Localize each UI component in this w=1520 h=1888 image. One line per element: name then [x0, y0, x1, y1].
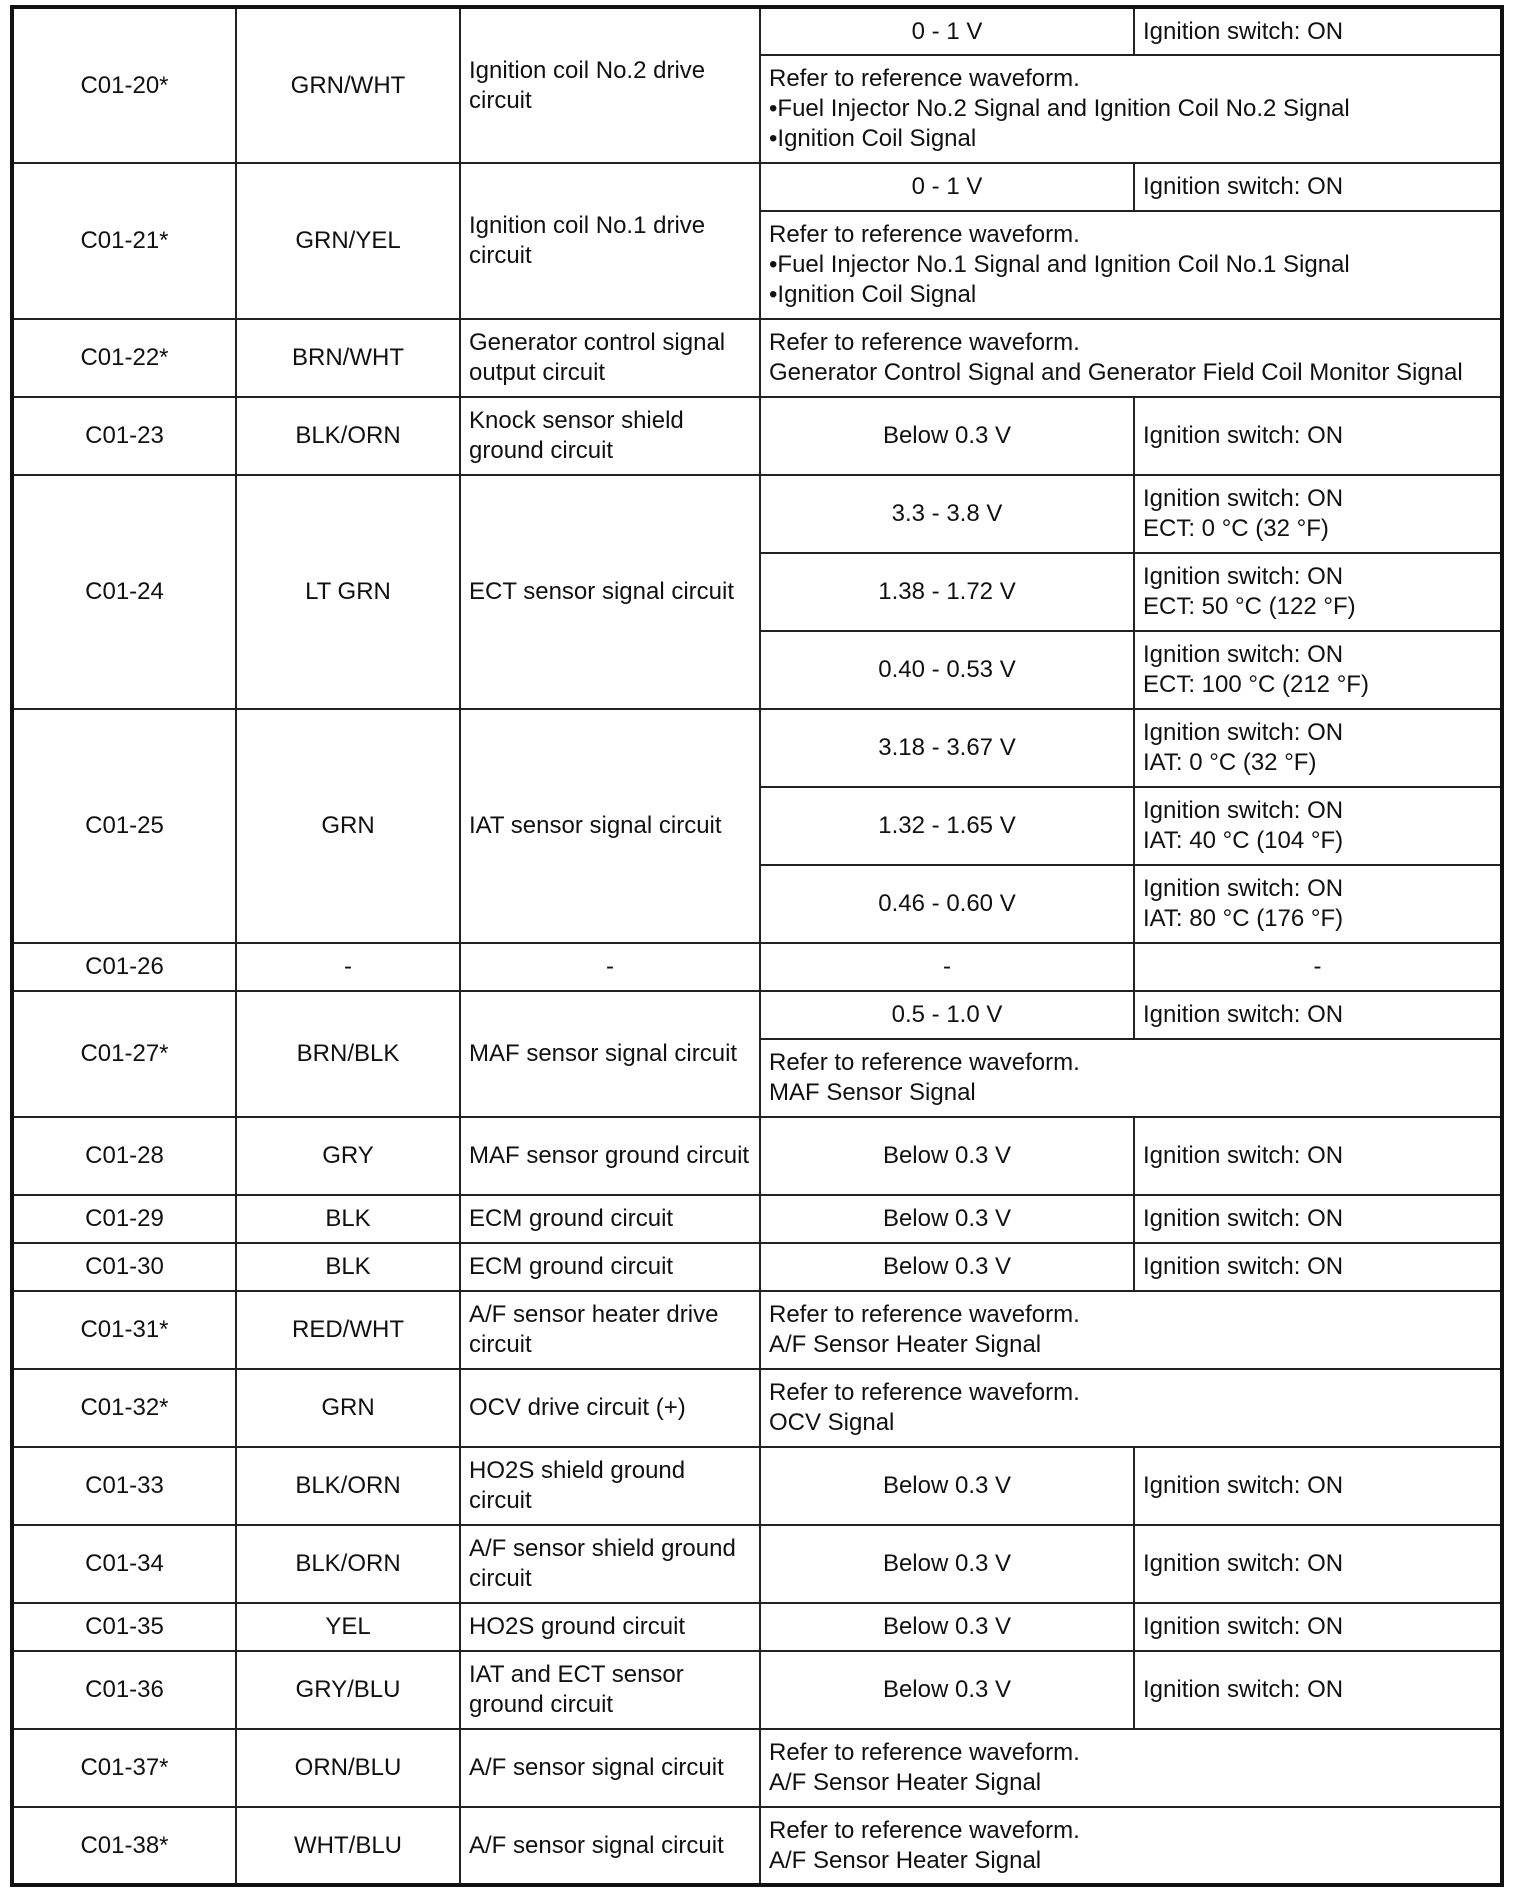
table-row — [12, 943, 1502, 991]
terminal-cell: C01-26 — [12, 943, 236, 991]
condition-cell — [1134, 631, 1502, 709]
wire-color-cell: GRN — [236, 1369, 460, 1447]
circuit-cell: Generator control signal output circuit — [460, 319, 760, 397]
condition-line: Ignition switch: ON — [1143, 485, 1344, 512]
note-line: •Fuel Injector No.2 Signal and Ignition Coil No.2 Signal — [769, 95, 1350, 122]
condition-cell — [1134, 553, 1502, 631]
wire-color-cell: LT GRN — [236, 475, 460, 709]
table-row — [12, 1291, 1502, 1369]
note-line: A/F Sensor Heater Signal — [769, 1331, 1042, 1358]
terminal-cell: C01-33 — [12, 1447, 236, 1525]
terminal-cell: C01-28 — [12, 1117, 236, 1195]
condition-cell — [1134, 787, 1502, 865]
circuit-cell: A/F sensor shield ground circuit — [460, 1525, 760, 1603]
condition-line: Ignition switch: ON — [1143, 641, 1344, 668]
spec-cell: 0.46 - 0.60 V — [760, 865, 1134, 943]
wire-color-cell: GRN/WHT — [236, 7, 460, 163]
condition-cell: Ignition switch: ON — [1134, 397, 1502, 475]
circuit-cell: HO2S ground circuit — [460, 1603, 760, 1651]
terminal-cell: C01-30 — [12, 1243, 236, 1291]
terminal-cell: C01-35 — [12, 1603, 236, 1651]
terminal-cell: C01-31* — [12, 1291, 236, 1369]
table-row — [12, 1807, 1502, 1885]
table-row — [12, 709, 1502, 787]
terminal-cell: C01-36 — [12, 1651, 236, 1729]
terminal-cell: C01-20* — [12, 7, 236, 163]
condition-line: Ignition switch: ON — [1143, 719, 1344, 746]
waveform-note-cell — [760, 1291, 1502, 1369]
circuit-cell: Knock sensor shield ground circuit — [460, 397, 760, 475]
table-row — [12, 1603, 1502, 1651]
condition-cell: Ignition switch: ON — [1134, 1117, 1502, 1195]
condition-line: Ignition switch: ON — [1143, 563, 1344, 590]
terminal-cell: C01-38* — [12, 1807, 236, 1885]
spec-cell: 3.18 - 3.67 V — [760, 709, 1134, 787]
table-row — [12, 1651, 1502, 1729]
circuit-cell: IAT sensor signal circuit — [460, 709, 760, 943]
spec-cell: 1.32 - 1.65 V — [760, 787, 1134, 865]
condition-cell: Ignition switch: ON — [1134, 163, 1502, 211]
condition-cell — [1134, 475, 1502, 553]
spec-cell: Below 0.3 V — [760, 1447, 1134, 1525]
condition-line: Ignition switch: ON — [1143, 875, 1344, 902]
note-line: •Ignition Coil Signal — [769, 281, 977, 308]
table-row — [12, 1369, 1502, 1447]
note-line: Refer to reference waveform. — [769, 1301, 1080, 1328]
circuit-cell: ECM ground circuit — [460, 1243, 760, 1291]
note-line: •Ignition Coil Signal — [769, 125, 977, 152]
terminal-cell: C01-29 — [12, 1195, 236, 1243]
circuit-cell: MAF sensor signal circuit — [460, 991, 760, 1117]
condition-cell — [1134, 709, 1502, 787]
spec-cell: 3.3 - 3.8 V — [760, 475, 1134, 553]
wire-color-cell: BLK/ORN — [236, 1525, 460, 1603]
condition-cell — [1134, 865, 1502, 943]
table-row — [12, 163, 1502, 211]
note-line: OCV Signal — [769, 1409, 895, 1436]
terminal-cell: C01-23 — [12, 397, 236, 475]
terminal-cell: C01-22* — [12, 319, 236, 397]
circuit-cell: ECT sensor signal circuit — [460, 475, 760, 709]
circuit-cell: A/F sensor signal circuit — [460, 1807, 760, 1885]
condition-cell: Ignition switch: ON — [1134, 1447, 1502, 1525]
circuit-cell: ECM ground circuit — [460, 1195, 760, 1243]
terminal-cell: C01-24 — [12, 475, 236, 709]
spec-cell: 0.40 - 0.53 V — [760, 631, 1134, 709]
wire-color-cell: GRY/BLU — [236, 1651, 460, 1729]
condition-cell: Ignition switch: ON — [1134, 7, 1502, 55]
spec-cell: Below 0.3 V — [760, 1117, 1134, 1195]
spec-cell: Below 0.3 V — [760, 1525, 1134, 1603]
terminal-cell: C01-37* — [12, 1729, 236, 1807]
note-line: Refer to reference waveform. — [769, 221, 1080, 248]
condition-line: ECT: 50 °C (122 °F) — [1143, 593, 1356, 620]
waveform-note-cell — [760, 55, 1502, 163]
wire-color-cell: BLK/ORN — [236, 1447, 460, 1525]
table-row — [12, 1525, 1502, 1603]
ecm-terminal-table — [10, 5, 1504, 1887]
wire-color-cell: GRY — [236, 1117, 460, 1195]
spec-cell: Below 0.3 V — [760, 1243, 1134, 1291]
wire-color-cell: GRN/YEL — [236, 163, 460, 319]
condition-line: IAT: 80 °C (176 °F) — [1143, 905, 1344, 932]
condition-line: IAT: 40 °C (104 °F) — [1143, 827, 1344, 854]
circuit-cell: Ignition coil No.1 drive circuit — [460, 163, 760, 319]
table-row — [12, 7, 1502, 55]
note-line: Refer to reference waveform. — [769, 1816, 1080, 1844]
circuit-cell: Ignition coil No.2 drive circuit — [460, 7, 760, 163]
condition-cell: Ignition switch: ON — [1134, 1651, 1502, 1729]
note-line: Refer to reference waveform. — [769, 1739, 1080, 1766]
wire-color-cell: BLK/ORN — [236, 397, 460, 475]
circuit-cell: IAT and ECT sensor ground circuit — [460, 1651, 760, 1729]
condition-cell: Ignition switch: ON — [1134, 991, 1502, 1039]
terminal-cell: C01-27* — [12, 991, 236, 1117]
circuit-cell: A/F sensor signal circuit — [460, 1729, 760, 1807]
circuit-cell: - — [460, 943, 760, 991]
waveform-note-cell — [760, 1369, 1502, 1447]
circuit-cell: HO2S shield ground circuit — [460, 1447, 760, 1525]
condition-line: ECT: 100 °C (212 °F) — [1143, 671, 1369, 698]
wire-color-cell: RED/WHT — [236, 1291, 460, 1369]
circuit-cell: A/F sensor heater drive circuit — [460, 1291, 760, 1369]
spec-cell: Below 0.3 V — [760, 1603, 1134, 1651]
condition-line: Ignition switch: ON — [1143, 797, 1344, 824]
terminal-cell: C01-34 — [12, 1525, 236, 1603]
wire-color-cell: BRN/WHT — [236, 319, 460, 397]
table-row — [12, 991, 1502, 1039]
note-line: Refer to reference waveform. — [769, 1049, 1080, 1076]
wire-color-cell: YEL — [236, 1603, 460, 1651]
note-line: Refer to reference waveform. — [769, 329, 1080, 356]
table-row — [12, 1117, 1502, 1195]
terminal-cell: C01-21* — [12, 163, 236, 319]
circuit-cell: OCV drive circuit (+) — [460, 1369, 760, 1447]
table-row — [12, 475, 1502, 553]
spec-cell: 1.38 - 1.72 V — [760, 553, 1134, 631]
terminal-cell: C01-32* — [12, 1369, 236, 1447]
condition-cell: Ignition switch: ON — [1134, 1243, 1502, 1291]
spec-cell: - — [760, 943, 1134, 991]
table-row — [12, 319, 1502, 397]
terminal-table-container — [10, 5, 1500, 1881]
condition-line: IAT: 0 °C (32 °F) — [1143, 749, 1317, 776]
table-row — [12, 1447, 1502, 1525]
note-line: A/F Sensor Heater Signal — [769, 1769, 1042, 1796]
condition-cell: Ignition switch: ON — [1134, 1525, 1502, 1603]
waveform-note-cell — [760, 1039, 1502, 1117]
spec-cell: 0 - 1 V — [760, 163, 1134, 211]
wire-color-cell: WHT/BLU — [236, 1807, 460, 1885]
wire-color-cell: BLK — [236, 1195, 460, 1243]
note-line: •Fuel Injector No.1 Signal and Ignition Coil No.1 Signal — [769, 251, 1350, 278]
condition-cell: Ignition switch: ON — [1134, 1603, 1502, 1651]
condition-cell: Ignition switch: ON — [1134, 1195, 1502, 1243]
wire-color-cell: - — [236, 943, 460, 991]
wire-color-cell: GRN — [236, 709, 460, 943]
spec-cell: 0.5 - 1.0 V — [760, 991, 1134, 1039]
table-row — [12, 1195, 1502, 1243]
spec-cell: Below 0.3 V — [760, 1651, 1134, 1729]
condition-line: ECT: 0 °C (32 °F) — [1143, 515, 1329, 542]
spec-cell: Below 0.3 V — [760, 397, 1134, 475]
table-row — [12, 1243, 1502, 1291]
condition-cell: - — [1134, 943, 1502, 991]
wire-color-cell: BRN/BLK — [236, 991, 460, 1117]
waveform-note-cell — [760, 1807, 1502, 1885]
table-row — [12, 1729, 1502, 1807]
wire-color-cell: ORN/BLU — [236, 1729, 460, 1807]
table-row — [12, 397, 1502, 475]
spec-cell: Below 0.3 V — [760, 1195, 1134, 1243]
waveform-note-cell — [760, 319, 1502, 397]
circuit-cell: MAF sensor ground circuit — [460, 1117, 760, 1195]
waveform-note-cell — [760, 1729, 1502, 1807]
note-line: A/F Sensor Heater Signal — [769, 1846, 1042, 1874]
wire-color-cell: BLK — [236, 1243, 460, 1291]
waveform-note-cell — [760, 211, 1502, 319]
terminal-cell: C01-25 — [12, 709, 236, 943]
note-line: Generator Control Signal and Generator Field Coil Monitor Signal — [769, 359, 1463, 386]
note-line: MAF Sensor Signal — [769, 1079, 976, 1106]
spec-cell: 0 - 1 V — [760, 7, 1134, 55]
note-line: Refer to reference waveform. — [769, 65, 1080, 92]
note-line: Refer to reference waveform. — [769, 1379, 1080, 1406]
